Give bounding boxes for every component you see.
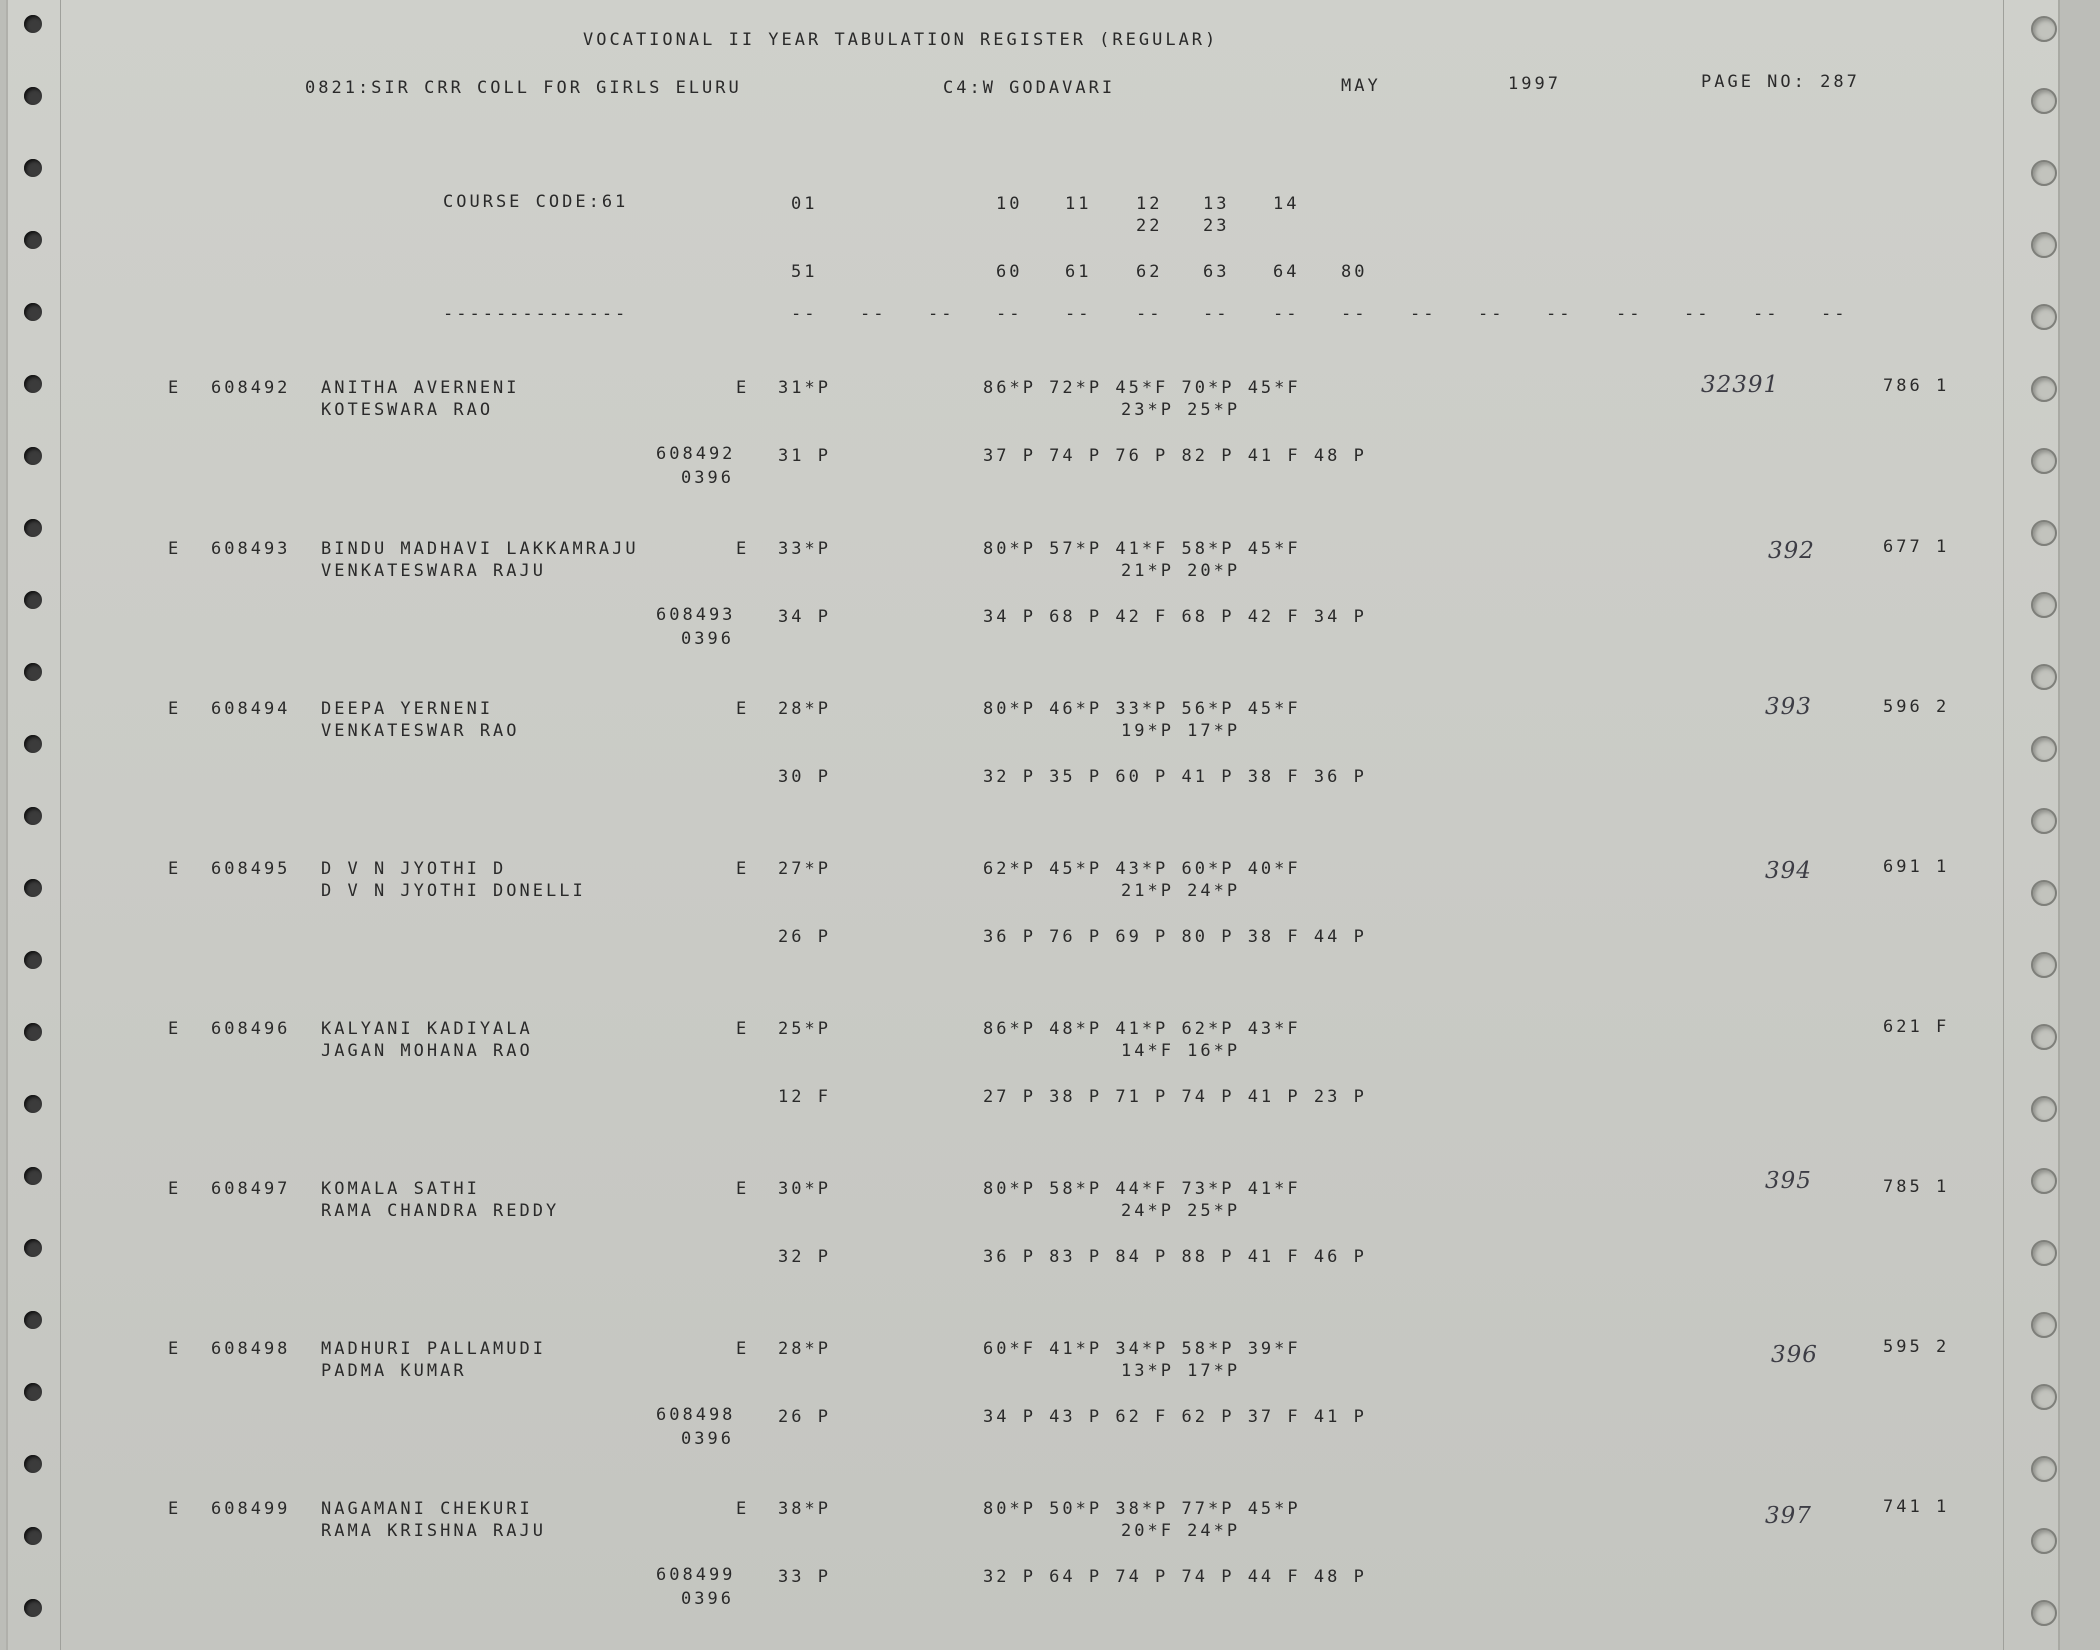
student-name: DEEPA YERNENI [321, 699, 494, 719]
record-type: E [168, 378, 182, 398]
second-year-mark: 32 P [778, 1247, 831, 1267]
subject-marks: 86*P 72*P 45*F 70*P 45*F [983, 378, 1301, 398]
subject-code: 22 [1136, 216, 1163, 236]
feed-hole [24, 663, 42, 681]
course-code-label: COURSE CODE:61 [443, 192, 629, 212]
second-year-marks: 27 P 38 P 71 P 74 P 41 P 23 P [983, 1087, 1367, 1107]
subject-code: 01 [791, 194, 818, 214]
course-underline: -------------- [443, 304, 629, 324]
subject-code: 11 [1065, 194, 1092, 214]
feed-hole [2031, 1384, 2057, 1410]
feed-hole [2031, 520, 2057, 546]
subject-code: 62 [1136, 262, 1163, 282]
feed-hole [2031, 1528, 2057, 1554]
second-year-mark: 30 P [778, 767, 831, 787]
record-type: E [168, 1499, 182, 1519]
parent-name: PADMA KUMAR [321, 1361, 467, 1381]
second-year-marks: 34 P 68 P 42 F 68 P 42 F 34 P [983, 607, 1367, 627]
second-year-mark: 26 P [778, 1407, 831, 1427]
record-type: E [168, 859, 182, 879]
feed-hole [2031, 880, 2057, 906]
first-year-mark: 28*P [778, 699, 831, 719]
feed-hole [2031, 736, 2057, 762]
page-number: PAGE NO: 287 [1701, 72, 1860, 92]
subject-marks-extra: 23*P 25*P [1121, 400, 1241, 420]
parent-name: JAGAN MOHANA RAO [321, 1041, 533, 1061]
feed-hole [2031, 1312, 2057, 1338]
subject-marks: 80*P 46*P 33*P 56*P 45*F [983, 699, 1301, 719]
column-dash: -- [1684, 304, 1711, 324]
subject-marks-extra: 21*P 24*P [1121, 881, 1241, 901]
subject-marks-extra: 13*P 17*P [1121, 1361, 1241, 1381]
second-year-marks: 32 P 64 P 74 P 74 P 44 F 48 P [983, 1567, 1367, 1587]
grand-total-result: 596 2 [1883, 697, 1950, 717]
feed-hole [24, 807, 42, 825]
column-dash: -- [928, 304, 955, 324]
feed-hole [24, 1599, 42, 1617]
feed-hole [24, 447, 42, 465]
roll-number: 608497 [211, 1179, 291, 1199]
student-name: MADHURI PALLAMUDI [321, 1339, 546, 1359]
feed-hole [2031, 160, 2057, 186]
parent-name: KOTESWARA RAO [321, 400, 494, 420]
record-type: E [168, 539, 182, 559]
stream-code: E [736, 378, 750, 398]
record-type: E [168, 699, 182, 719]
column-dash: -- [1546, 304, 1573, 324]
student-name: NAGAMANI CHEKURI [321, 1499, 533, 1519]
second-year-marks: 37 P 74 P 76 P 82 P 41 F 48 P [983, 446, 1367, 466]
right-tractor-perforation [2003, 0, 2004, 1650]
first-year-mark: 28*P [778, 1339, 831, 1359]
handwritten-serial: 394 [1765, 858, 1812, 884]
parent-name: VENKATESWAR RAO [321, 721, 520, 741]
column-dash: -- [1341, 304, 1368, 324]
record-type: E [168, 1339, 182, 1359]
student-name: BINDU MADHAVI LAKKAMRAJU [321, 539, 639, 559]
second-year-marks: 36 P 76 P 69 P 80 P 38 F 44 P [983, 927, 1367, 947]
grand-total-result: 691 1 [1883, 857, 1950, 877]
handwritten-serial: 32391 [1701, 372, 1780, 398]
centre-code: 608492 [656, 444, 736, 464]
column-dash: -- [1410, 304, 1437, 324]
feed-hole [24, 951, 42, 969]
feed-hole [2031, 304, 2057, 330]
first-year-mark: 25*P [778, 1019, 831, 1039]
feed-hole [2031, 1168, 2057, 1194]
column-dash: -- [860, 304, 887, 324]
column-dash: -- [791, 304, 818, 324]
roll-number: 608498 [211, 1339, 291, 1359]
subject-code: 61 [1065, 262, 1092, 282]
centre-subcode: 0396 [681, 468, 734, 488]
subject-marks-extra: 24*P 25*P [1121, 1201, 1241, 1221]
record-type: E [168, 1179, 182, 1199]
stream-code: E [736, 539, 750, 559]
student-name: D V N JYOTHI D [321, 859, 507, 879]
subject-code: 51 [791, 262, 818, 282]
centre-code: 608493 [656, 605, 736, 625]
feed-hole [2031, 1024, 2057, 1050]
grand-total-result: 621 F [1883, 1017, 1950, 1037]
subject-code: 80 [1341, 262, 1368, 282]
handwritten-serial: 393 [1765, 694, 1812, 720]
centre-subcode: 0396 [681, 1589, 734, 1609]
feed-hole [2031, 376, 2057, 402]
column-dash: -- [1065, 304, 1092, 324]
subject-code: 63 [1203, 262, 1230, 282]
student-name: KALYANI KADIYALA [321, 1019, 533, 1039]
column-dash: -- [1478, 304, 1505, 324]
roll-number: 608499 [211, 1499, 291, 1519]
column-dash: -- [1273, 304, 1300, 324]
column-dash: -- [1203, 304, 1230, 324]
exam-month: MAY [1341, 76, 1381, 96]
feed-hole [2031, 448, 2057, 474]
subject-marks: 80*P 58*P 44*F 73*P 41*F [983, 1179, 1301, 1199]
roll-number: 608492 [211, 378, 291, 398]
feed-hole [2031, 1600, 2057, 1626]
roll-number: 608494 [211, 699, 291, 719]
column-dash: -- [1616, 304, 1643, 324]
feed-hole [2031, 808, 2057, 834]
record-type: E [168, 1019, 182, 1039]
centre-subcode: 0396 [681, 1429, 734, 1449]
handwritten-serial: 392 [1768, 538, 1815, 564]
feed-hole [24, 1023, 42, 1041]
student-name: ANITHA AVERNENI [321, 378, 520, 398]
feed-hole [2031, 952, 2057, 978]
grand-total-result: 785 1 [1883, 1177, 1950, 1197]
stream-code: E [736, 1339, 750, 1359]
column-dash: -- [1821, 304, 1848, 324]
feed-hole [24, 1383, 42, 1401]
first-year-mark: 30*P [778, 1179, 831, 1199]
column-dash: -- [1136, 304, 1163, 324]
college-name: 0821:SIR CRR COLL FOR GIRLS ELURU [305, 78, 742, 98]
feed-hole [24, 1455, 42, 1473]
tabulation-sheet [6, 0, 2060, 1650]
district-name: C4:W GODAVARI [943, 78, 1116, 98]
feed-hole [2031, 232, 2057, 258]
left-tractor-perforation [60, 0, 61, 1650]
second-year-marks: 32 P 35 P 60 P 41 P 38 F 36 P [983, 767, 1367, 787]
grand-total-result: 786 1 [1883, 376, 1950, 396]
first-year-mark: 38*P [778, 1499, 831, 1519]
stream-code: E [736, 699, 750, 719]
subject-marks: 80*P 57*P 41*F 58*P 45*F [983, 539, 1301, 559]
parent-name: VENKATESWARA RAJU [321, 561, 546, 581]
subject-code: 23 [1203, 216, 1230, 236]
subject-code: 14 [1273, 194, 1300, 214]
column-dash: -- [996, 304, 1023, 324]
feed-hole [24, 1167, 42, 1185]
subject-marks-extra: 19*P 17*P [1121, 721, 1241, 741]
stream-code: E [736, 1019, 750, 1039]
subject-marks: 86*P 48*P 41*P 62*P 43*F [983, 1019, 1301, 1039]
feed-hole [2031, 1240, 2057, 1266]
feed-hole [2031, 664, 2057, 690]
roll-number: 608496 [211, 1019, 291, 1039]
subject-code: 12 [1136, 194, 1163, 214]
second-year-mark: 26 P [778, 927, 831, 947]
subject-marks: 60*F 41*P 34*P 58*P 39*F [983, 1339, 1301, 1359]
handwritten-serial: 396 [1771, 1342, 1818, 1368]
handwritten-serial: 395 [1765, 1168, 1812, 1194]
roll-number: 608495 [211, 859, 291, 879]
grand-total-result: 677 1 [1883, 537, 1950, 557]
second-year-mark: 33 P [778, 1567, 831, 1587]
second-year-mark: 31 P [778, 446, 831, 466]
grand-total-result: 741 1 [1883, 1497, 1950, 1517]
first-year-mark: 33*P [778, 539, 831, 559]
register-title: VOCATIONAL II YEAR TABULATION REGISTER (REGULAR) [583, 30, 1219, 50]
second-year-marks: 36 P 83 P 84 P 88 P 41 F 46 P [983, 1247, 1367, 1267]
second-year-mark: 34 P [778, 607, 831, 627]
feed-hole [24, 591, 42, 609]
centre-code: 608498 [656, 1405, 736, 1425]
subject-code: 60 [996, 262, 1023, 282]
feed-hole [2031, 1096, 2057, 1122]
centre-code: 608499 [656, 1565, 736, 1585]
subject-marks-extra: 14*F 16*P [1121, 1041, 1241, 1061]
exam-year: 1997 [1508, 74, 1561, 94]
first-year-mark: 31*P [778, 378, 831, 398]
feed-hole [2031, 1456, 2057, 1482]
second-year-mark: 12 F [778, 1087, 831, 1107]
feed-hole [24, 1311, 42, 1329]
feed-hole [24, 735, 42, 753]
grand-total-result: 595 2 [1883, 1337, 1950, 1357]
subject-marks: 62*P 45*P 43*P 60*P 40*F [983, 859, 1301, 879]
feed-hole [24, 303, 42, 321]
feed-hole [24, 1095, 42, 1113]
feed-hole [24, 375, 42, 393]
subject-code: 64 [1273, 262, 1300, 282]
stream-code: E [736, 1179, 750, 1199]
subject-marks-extra: 21*P 20*P [1121, 561, 1241, 581]
column-dash: -- [1753, 304, 1780, 324]
feed-hole [24, 519, 42, 537]
parent-name: RAMA KRISHNA RAJU [321, 1521, 546, 1541]
feed-hole [24, 15, 42, 33]
stream-code: E [736, 859, 750, 879]
subject-marks: 80*P 50*P 38*P 77*P 45*P [983, 1499, 1301, 1519]
feed-hole [24, 159, 42, 177]
feed-hole [2031, 16, 2057, 42]
parent-name: D V N JYOTHI DONELLI [321, 881, 586, 901]
handwritten-serial: 397 [1765, 1503, 1812, 1529]
feed-hole [2031, 592, 2057, 618]
centre-subcode: 0396 [681, 629, 734, 649]
first-year-mark: 27*P [778, 859, 831, 879]
feed-hole [24, 1527, 42, 1545]
feed-hole [24, 879, 42, 897]
feed-hole [2031, 88, 2057, 114]
subject-code: 10 [996, 194, 1023, 214]
student-name: KOMALA SATHI [321, 1179, 480, 1199]
feed-hole [24, 1239, 42, 1257]
subject-code: 13 [1203, 194, 1230, 214]
roll-number: 608493 [211, 539, 291, 559]
subject-marks-extra: 20*F 24*P [1121, 1521, 1241, 1541]
parent-name: RAMA CHANDRA REDDY [321, 1201, 560, 1221]
second-year-marks: 34 P 43 P 62 F 62 P 37 F 41 P [983, 1407, 1367, 1427]
stream-code: E [736, 1499, 750, 1519]
feed-hole [24, 231, 42, 249]
feed-hole [24, 87, 42, 105]
